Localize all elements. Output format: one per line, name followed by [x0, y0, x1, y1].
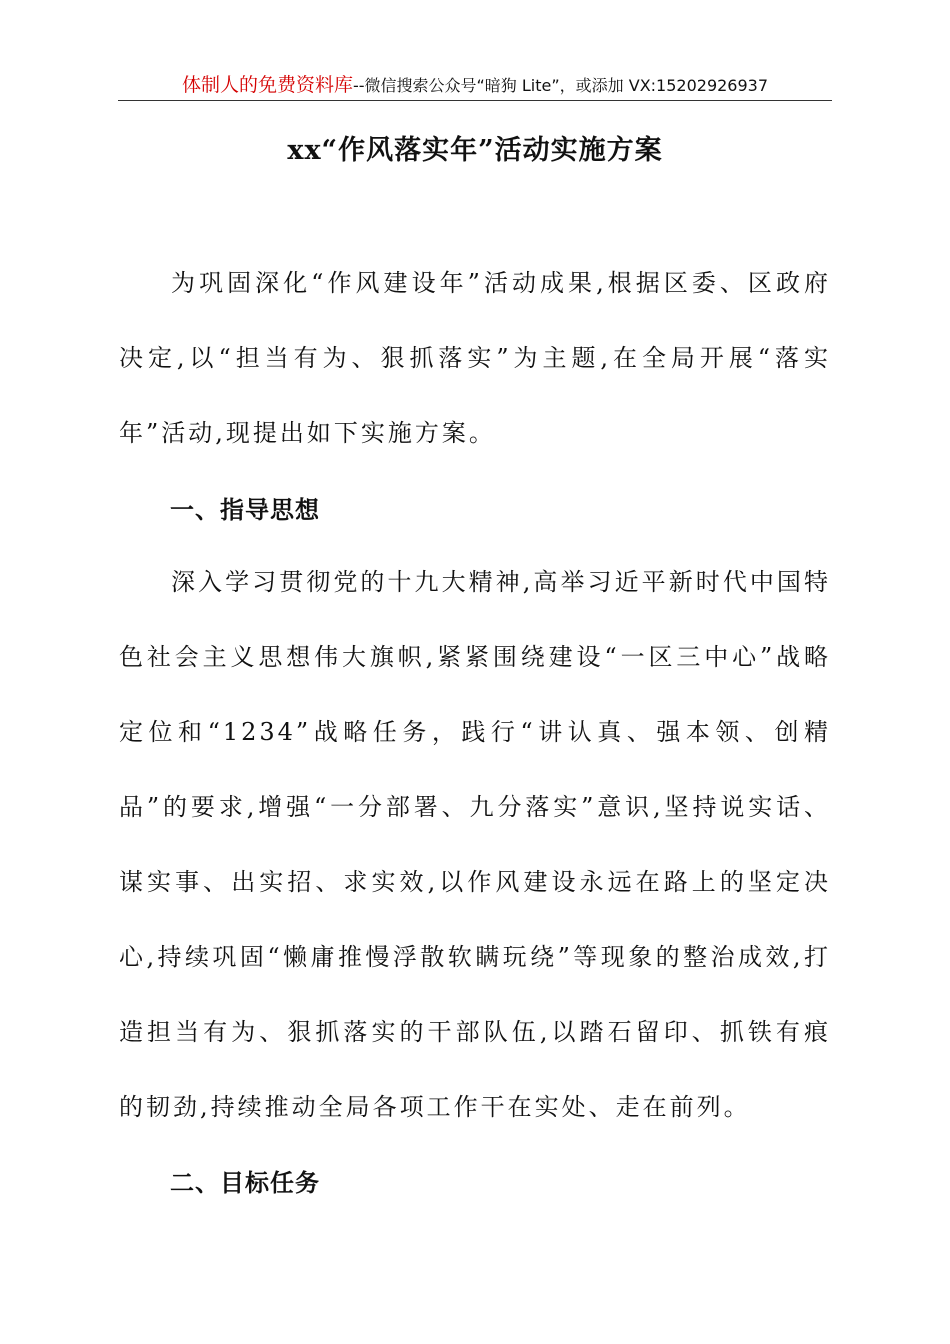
page-header [118, 72, 832, 101]
section-heading-guiding-ideology: 一、指导思想 [170, 496, 320, 524]
header-brand: 体制人的免费资料库 [181, 74, 353, 96]
header-contact: --微信搜索公众号“暗狗 Lite”，或添加 VX:15202926937 [352, 76, 769, 95]
document-title: xx“作风落实年”活动实施方案 [287, 135, 663, 166]
guiding-ideology-paragraph: 深入学习贯彻党的十九大精神,高举习近平新时代中国特色社会主义思想伟大旗帜,紧紧围绕建设“一区三中心”战略定位和“1234”战略任务，践行“讲认真、强本领、创精品”的要求,增强“一分部署、九分落实”意识,坚持说实话、谋实事、出实招、求实效,以作风建设永远在路上的坚定决心,持续巩固“懒庸推慢浮散软瞒玩绕”等现象的整治成效,打造担当有为、狠抓落实的干部队伍,以踏石留印、抓铁有痕的韧劲,持续推动全局各项工作干在实处、走在前列。 [119, 568, 831, 1121]
section-heading-goals-tasks: 二、目标任务 [170, 1169, 320, 1197]
intro-paragraph: 为巩固深化“作风建设年”活动成果,根据区委、区政府决定,以“担当有为、狠抓落实”为主题,在全局开展“落实年”活动,现提出如下实施方案。 [119, 269, 831, 447]
